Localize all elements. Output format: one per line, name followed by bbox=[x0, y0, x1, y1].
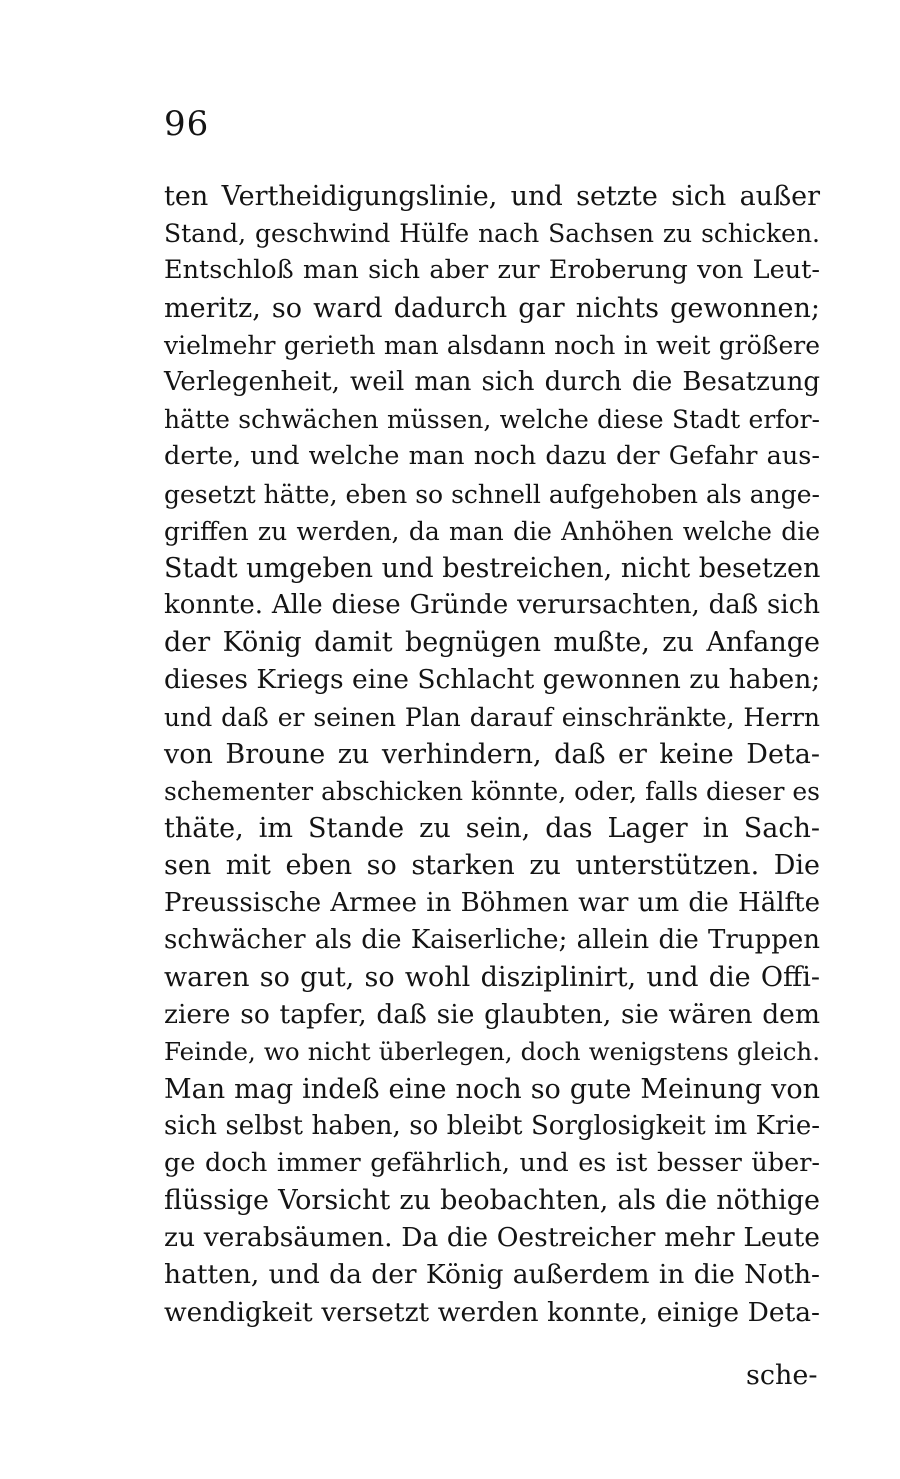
text-line-20: Preussische Armee in Böhmen war um die Hälfte bbox=[164, 887, 820, 918]
text-line-17: schementer abschicken könnte, oder, falls dieser es bbox=[164, 777, 820, 806]
text-line-3: Entschloß man sich aber zur Eroberung von Leut- bbox=[164, 255, 820, 286]
text-line-29: zu verabsäumen. Da die Oestreicher mehr Leute bbox=[164, 1222, 820, 1254]
text-line-15: und daß er seinen Plan darauf einschränkte, Herrn bbox=[164, 702, 820, 732]
text-line-23: ziere so tapfer, daß sie glaubten, sie wären dem bbox=[164, 999, 820, 1031]
text-line-11: Stadt umgeben und bestreichen, nicht besetzen bbox=[164, 552, 821, 584]
text-line-31: wendigkeit versetzt werden konnte, einige Deta- bbox=[164, 1296, 820, 1328]
text-line-21: schwächer als die Kaiserliche; allein die Truppen bbox=[164, 924, 820, 955]
body-text bbox=[164, 178, 820, 1331]
text-line-1: ten Vertheidigungslinie, und setzte sich außer bbox=[164, 181, 820, 212]
text-line-19: sen mit eben so starken zu unterstützen. Die bbox=[164, 850, 820, 882]
text-line-28: flüssige Vorsicht zu beobachten, als die nöthige bbox=[164, 1185, 820, 1217]
page-number: 96 bbox=[164, 104, 210, 144]
text-line-25: Man mag indeß eine noch so gute Meinung von bbox=[164, 1073, 820, 1105]
text-line-9: gesetzt hätte, eben so schnell aufgehoben als ange- bbox=[164, 479, 820, 509]
catchword: sche- bbox=[746, 1360, 818, 1391]
text-line-30: hatten, und da der König außerdem in die Noth- bbox=[164, 1259, 820, 1291]
text-line-2: Stand, geschwind Hülfe nach Sachsen zu schicken. bbox=[164, 219, 820, 249]
text-line-13: der König damit begnügen mußte, zu Anfange bbox=[164, 627, 820, 659]
text-line-6: Verlegenheit, weil man sich durch die Besatzung bbox=[164, 366, 820, 397]
text-line-18: thäte, im Stande zu sein, das Lager in Sach- bbox=[164, 813, 820, 845]
text-line-7: hätte schwächen müssen, welche diese Stadt erfor- bbox=[164, 405, 820, 435]
text-line-22: waren so gut, so wohl disziplinirt, und die Offi- bbox=[164, 961, 820, 993]
text-line-12: konnte. Alle diese Gründe verursachten, daß sich bbox=[164, 590, 820, 621]
text-line-4: meritz, so ward dadurch gar nichts gewonnen; bbox=[164, 292, 820, 324]
text-line-27: ge doch immer gefährlich, und es ist besser über- bbox=[164, 1147, 820, 1178]
text-line-14: dieses Kriegs eine Schlacht gewonnen zu haben; bbox=[164, 664, 821, 696]
text-line-24: Feinde, wo nicht überlegen, doch wenigstens gleich. bbox=[164, 1037, 820, 1067]
text-line-26: sich selbst haben, so bleibt Sorglosigkeit im Krie- bbox=[164, 1110, 820, 1141]
text-line-10: griffen zu werden, da man die Anhöhen welche die bbox=[164, 516, 820, 546]
text-line-8: derte, und welche man noch dazu der Gefahr aus- bbox=[164, 441, 820, 472]
text-line-16: von Broune zu verhindern, daß er keine Deta- bbox=[164, 738, 820, 770]
text-line-5: vielmehr gerieth man alsdann noch in weit größere bbox=[164, 330, 820, 360]
